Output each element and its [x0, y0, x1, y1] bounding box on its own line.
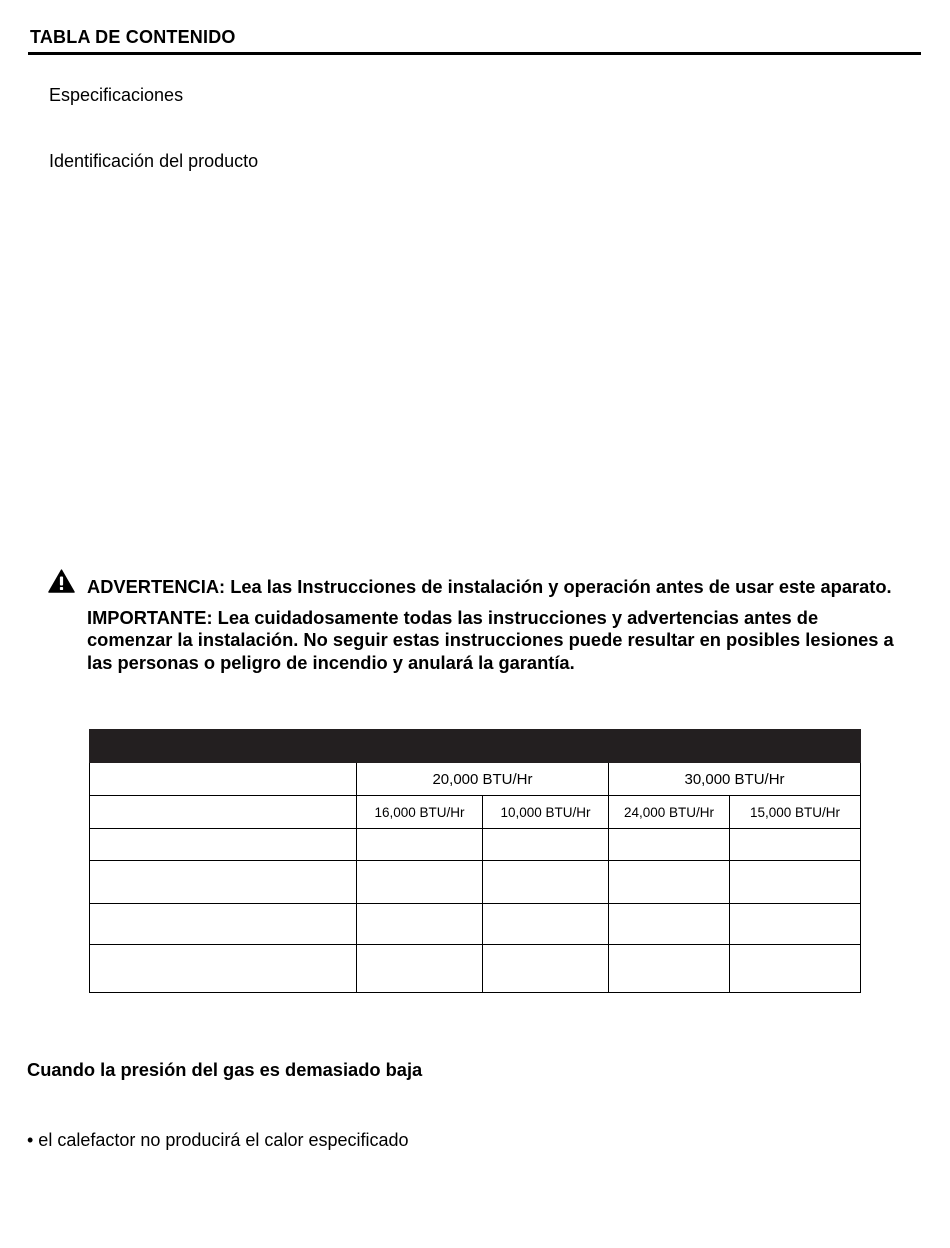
table-cell [90, 904, 357, 945]
table-cell [483, 945, 609, 993]
table-cell-label [90, 763, 357, 796]
table-cell [609, 829, 730, 861]
toc-item-especificaciones[interactable]: Especificaciones [49, 85, 184, 105]
table-cell [357, 945, 483, 993]
toc-divider [28, 52, 921, 55]
rating-30000: 30,000 BTU/Hr [609, 763, 861, 796]
importante-text: IMPORTANTE: Lea cuidadosamente todas las instrucciones y advertencias antes de comenzar la instalación. No seguir estas instrucciones puede resultar en posibles lesiones a las personas o peligro de incendio y anulará la garantía. [87, 606, 894, 673]
table-cell [357, 829, 483, 861]
table-cell [90, 829, 357, 861]
warning-block [87, 576, 947, 674]
table-row [90, 861, 861, 904]
table-cell [730, 945, 861, 993]
table-header-bar [90, 730, 861, 763]
table-cell [357, 861, 483, 904]
table-row [90, 904, 861, 945]
table-row-sub-ratings [90, 796, 861, 829]
table-cell [609, 861, 730, 904]
table-header-row [90, 730, 861, 763]
toc-item-identificacion[interactable]: Identificación del producto [49, 151, 259, 171]
low-pressure-bullet: • el calefactor no producirá el calor especificado [27, 1130, 409, 1150]
table-cell [730, 904, 861, 945]
specifications-table [89, 729, 861, 993]
table-cell [609, 945, 730, 993]
advertencia-text: ADVERTENCIA: Lea las Instrucciones de instalación y operación antes de usar este aparato. [87, 576, 892, 597]
table-cell [90, 945, 357, 993]
sub-rating-10000: 10,000 BTU/Hr [483, 796, 609, 829]
sub-rating-16000: 16,000 BTU/Hr [357, 796, 483, 829]
table-row [90, 829, 861, 861]
sub-rating-24000: 24,000 BTU/Hr [609, 796, 730, 829]
table-cell [483, 829, 609, 861]
table-row [90, 945, 861, 993]
sub-rating-15000: 15,000 BTU/Hr [730, 796, 861, 829]
rating-20000: 20,000 BTU/Hr [357, 763, 609, 796]
low-pressure-heading: Cuando la presión del gas es demasiado baja [27, 1059, 423, 1080]
table-cell [483, 904, 609, 945]
table-cell-label [90, 796, 357, 829]
table-cell [357, 904, 483, 945]
table-cell [730, 829, 861, 861]
table-cell [609, 904, 730, 945]
toc-title: TABLA DE CONTENIDO [30, 27, 236, 47]
table-cell [730, 861, 861, 904]
table-row-ratings [90, 763, 861, 796]
warning-triangle-icon [48, 569, 75, 593]
importante-wrapper [87, 607, 947, 675]
table-cell [483, 861, 609, 904]
table-cell [90, 861, 357, 904]
